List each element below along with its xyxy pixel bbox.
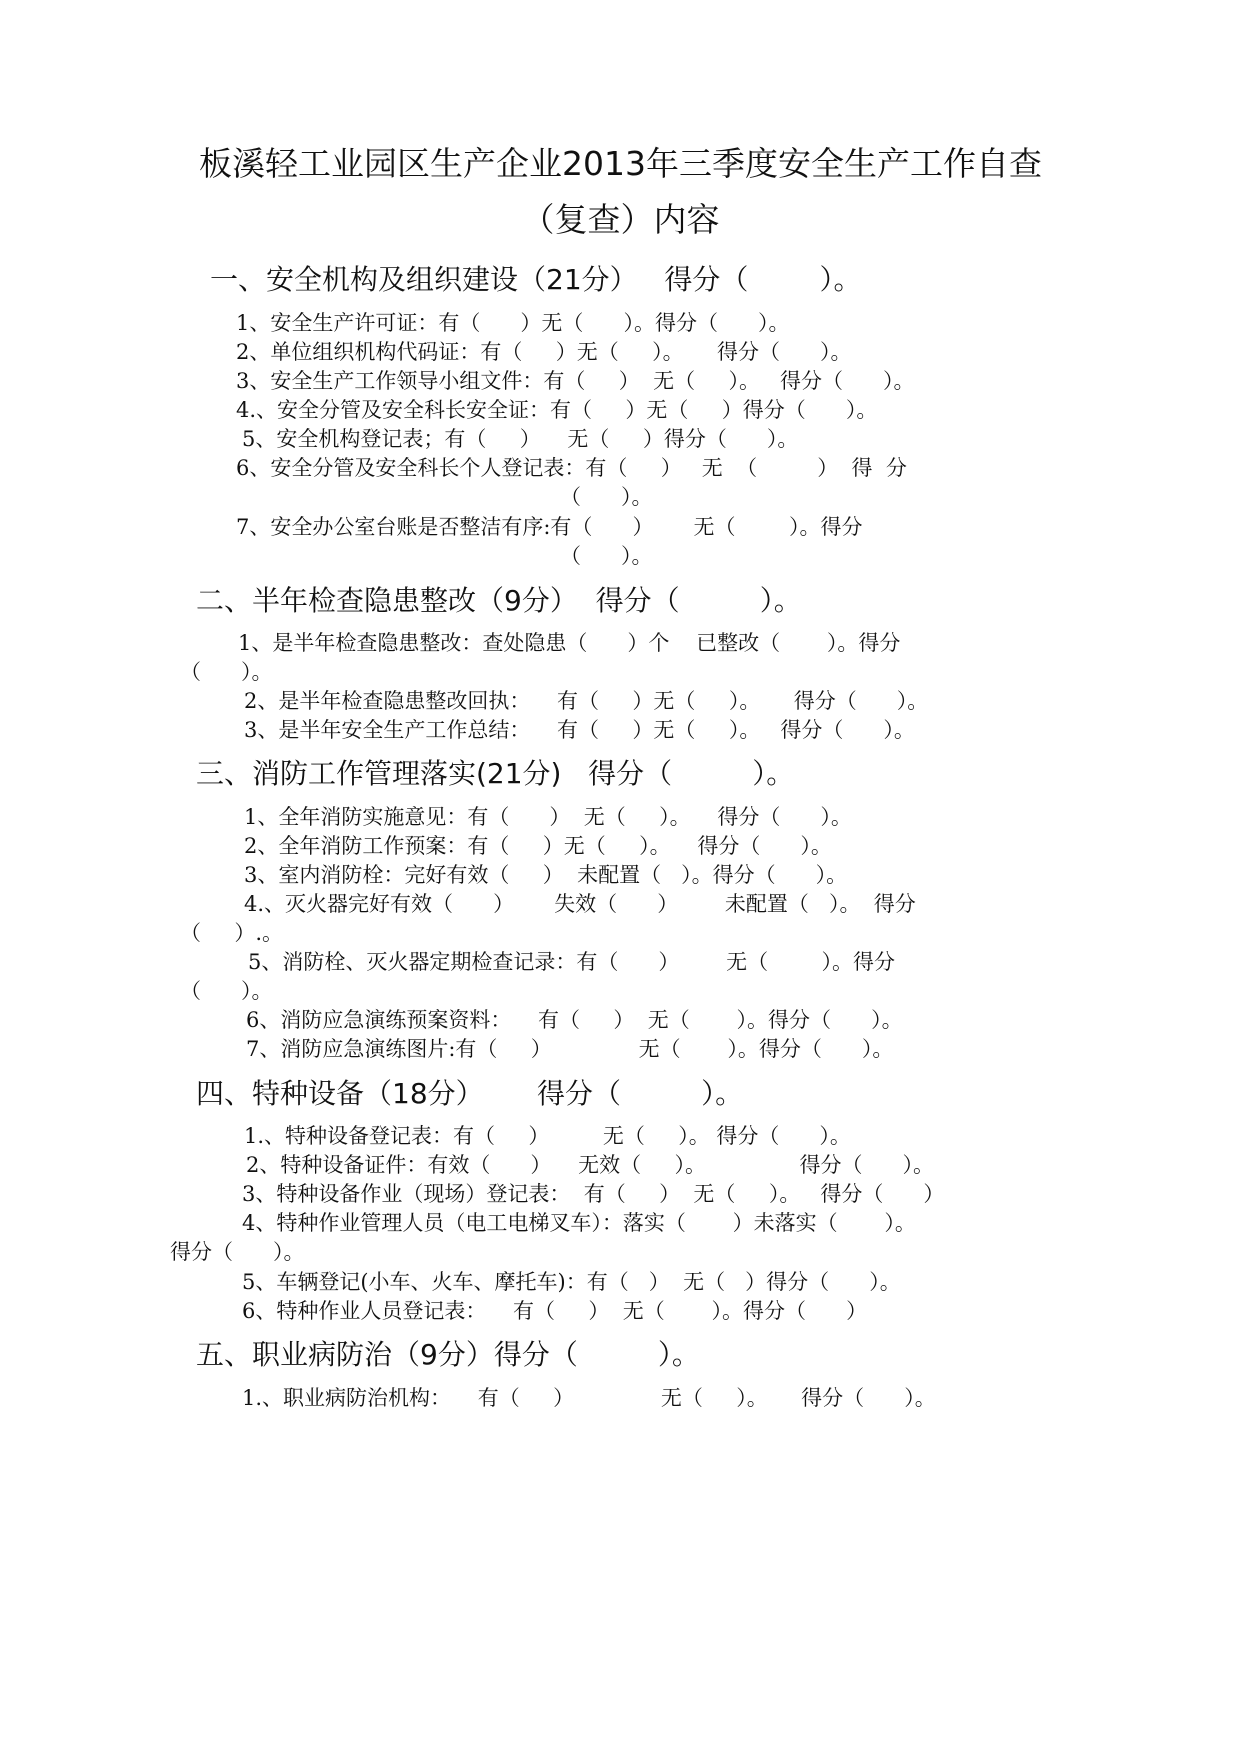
checklist-item: 3、室内消防栓：完好有效（ ） 未配置（ ）。得分（ ）。: [244, 863, 848, 887]
checklist-item: 6、特种作业人员登记表： 有（ ） 无（ ）。得分（ ）: [242, 1299, 868, 1323]
checklist-item: 5、消防栓、灭火器定期检查记录：有（ ） 无（ ）。得分: [248, 950, 896, 974]
checklist-item: 2、单位组织机构代码证：有（ ）无（ ）。 得分（ ）。: [236, 340, 852, 364]
checklist-item: 3、安全生产工作领导小组文件：有（ ） 无（ ）。 得分（ ）。: [236, 369, 915, 393]
checklist-item-continuation: （ ）。: [560, 544, 653, 568]
checklist-item-continuation: （ ）。: [180, 660, 273, 684]
checklist-item-continuation: 得分（ ）。: [170, 1240, 305, 1264]
checklist-item: 1、安全生产许可证：有（ ）无（ ）。得分（ ）。: [236, 311, 790, 335]
checklist-item: 1.、特种设备登记表：有（ ） 无（ ）。 得分（ ）。: [244, 1124, 851, 1148]
checklist-item: 4.、灭火器完好有效（ ） 失效（ ） 未配置（ ）。 得分: [244, 892, 916, 916]
section-heading: 五、职业病防治（9分）得分（ ）。: [196, 1338, 700, 1371]
checklist-item-continuation: （ ）。: [180, 979, 273, 1003]
checklist-item: 3、特种设备作业（现场）登记表： 有（ ） 无（ ）。 得分（ ）: [242, 1182, 945, 1206]
checklist-item: 5、车辆登记(小车、火车、摩托车)：有（ ） 无（ ）得分（ ）。: [242, 1270, 901, 1294]
checklist-item-continuation: （ ）.。: [180, 921, 284, 945]
checklist-item: 1、是半年检查隐患整改：查处隐患（ ）个 已整改（ ）。得分: [238, 631, 901, 655]
checklist-item: 4、特种作业管理人员（电工电梯叉车）：落实（ ）未落实（ ）。: [242, 1211, 916, 1235]
checklist-item: 6、消防应急演练预案资料： 有（ ） 无（ ）。得分（ ）。: [246, 1008, 903, 1032]
checklist-item: 1、全年消防实施意见：有（ ） 无（ ）。 得分（ ）。: [244, 805, 852, 829]
section-heading: 四、特种设备（18分） 得分（ ）。: [196, 1077, 744, 1110]
checklist-item: 3、是半年安全生产工作总结： 有（ ）无（ ）。 得分（ ）。: [244, 718, 915, 742]
document-title-line-1: 板溪轻工业园区生产企业2013年三季度安全生产工作自查: [199, 144, 1042, 183]
section-heading: 一、安全机构及组织建设（21分） 得分（ ）。: [210, 263, 862, 296]
checklist-item-continuation: （ ）。: [560, 485, 653, 509]
section-heading: 三、消防工作管理落实(21分) 得分（ ）。: [196, 757, 795, 790]
checklist-item: 4.、安全分管及安全科长安全证：有（ ）无（ ）得分（ ）。: [236, 398, 878, 422]
checklist-item: 7、消防应急演练图片:有（ ） 无（ ）。得分（ ）。: [246, 1037, 894, 1061]
checklist-item: 2、全年消防工作预案：有（ ）无（ ）。 得分（ ）。: [244, 834, 832, 858]
section-heading: 二、半年检查隐患整改（9分） 得分（ ）。: [196, 584, 802, 617]
checklist-item: 7、安全办公室台账是否整洁有序:有（ ） 无（ ）。得分: [236, 515, 863, 539]
checklist-item: 5、安全机构登记表；有（ ） 无（ ）得分（ ）。: [242, 427, 799, 451]
checklist-item: 1.、职业病防治机构： 有（ ） 无（ ）。 得分（ ）。: [242, 1386, 936, 1410]
checklist-item: 2、特种设备证件：有效（ ） 无效（ ）。 得分（ ）。: [246, 1153, 934, 1177]
checklist-item: 2、是半年检查隐患整改回执： 有（ ）无（ ）。 得分（ ）。: [244, 689, 929, 713]
document-title-line-2: （复查）内容: [521, 200, 720, 239]
checklist-item: 6、安全分管及安全科长个人登记表：有（ ） 无 （ ） 得 分: [236, 456, 907, 480]
